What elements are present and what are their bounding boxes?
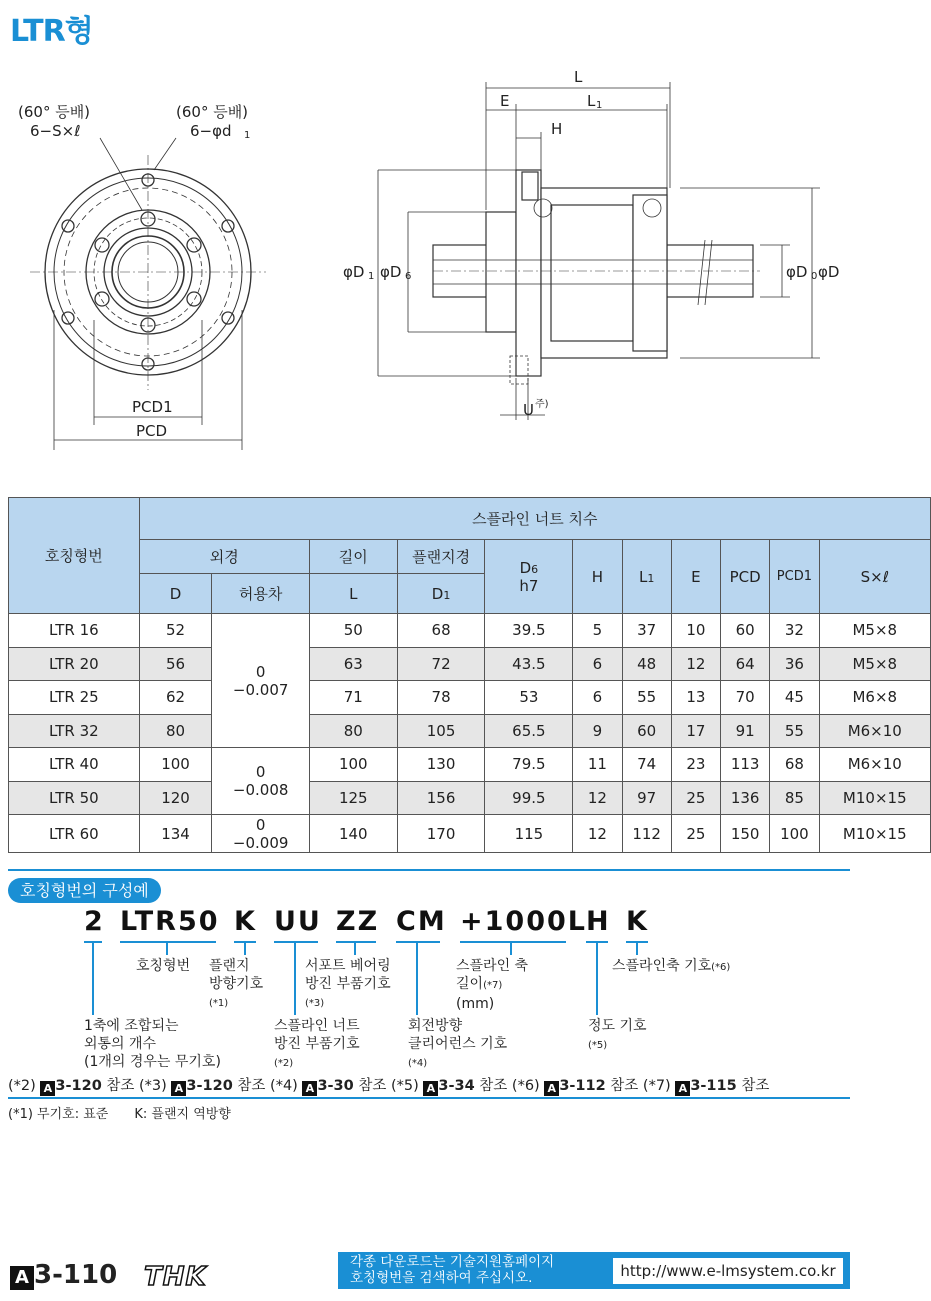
- header-L: L: [309, 574, 397, 614]
- tolerance-group-2: 0 −0.008: [212, 748, 309, 815]
- divider: [8, 869, 850, 871]
- code-support: ZZ: [336, 906, 380, 937]
- dim-D6: φD: [380, 263, 402, 281]
- note-d1-line1: (60° 등배): [176, 103, 249, 121]
- table-row: LTR 40 100 0 −0.008 100 130 79.5 11 74 23 113 68 M6×10: [9, 748, 931, 782]
- label-accuracy: 정도 기호 (*5): [588, 1018, 647, 1051]
- header-E: E: [671, 540, 720, 614]
- code-shaft-symbol: K: [626, 906, 649, 937]
- table-row: LTR 16 52 0 −0.007 50 68 39.5 5 37 10 60 32 M5×8: [9, 614, 931, 648]
- front-view: [30, 155, 266, 390]
- note-s-l-line1: (60° 등배): [18, 103, 91, 121]
- note-d1-line2: 6−φd: [190, 122, 232, 140]
- dim-U-note: 주): [535, 399, 549, 410]
- code-accuracy: H: [586, 906, 611, 937]
- website-link[interactable]: http://www.e-lmsystem.co.kr: [612, 1257, 844, 1285]
- header-PCD1: PCD1: [770, 540, 819, 614]
- code-count: 2: [84, 906, 105, 937]
- divider: [8, 1097, 850, 1099]
- table-row: LTR 60 134 0 −0.009 140 170 115 12 112 25 150 100 M10×15: [9, 815, 931, 853]
- note-d1-sub: 1: [244, 130, 251, 141]
- dim-D0: φD: [786, 263, 808, 281]
- header-H: H: [573, 540, 622, 614]
- code-clearance: CM: [396, 906, 447, 937]
- header-D: D: [139, 574, 212, 614]
- label-flange: 플랜지 방향기호 (*1): [209, 958, 264, 1009]
- dim-L1: L: [587, 92, 596, 110]
- side-view: [433, 170, 753, 376]
- dim-U: U: [523, 401, 534, 419]
- header-PCD: PCD: [721, 540, 770, 614]
- table-row: LTR 50 120 125 156 99.5 12 97 25 136 85 M10×15: [9, 781, 931, 815]
- label-shaft-symbol: 스플라인축 기호(*6): [612, 958, 731, 974]
- dim-D0-sub: 0: [811, 271, 818, 282]
- header-S-l: S×ℓ: [819, 540, 930, 614]
- dim-D1-sub: 1: [368, 271, 375, 282]
- label-rotation: 회전방향 클리어런스 기호 (*4): [408, 1018, 508, 1069]
- footnote: (*1) 무기호: 표준 K: 플랜지 역방향: [8, 1107, 231, 1122]
- reference-line: (*2) A 3-120 참조 (*3) A 3-120 참조 (*4) A 3-30 참조 (*5) A 3-34 참조 (*6) A 3-112 참조 (*7) A 3-115 참조: [8, 1078, 770, 1095]
- dim-L: L: [574, 68, 583, 86]
- dim-E: E: [500, 92, 510, 110]
- header-nut-dimensions: 스플라인 너트 치수: [139, 498, 930, 540]
- table-row: LTR 20 56 63 72 43.5 6 48 12 64 36 M5×8: [9, 647, 931, 681]
- label-count: 1축에 조합되는 외통의 개수 (1개의 경우는 무기호): [84, 1018, 221, 1070]
- download-banner: [338, 1252, 850, 1289]
- page-number: A 3-110: [10, 1260, 117, 1290]
- dim-D1: φD: [343, 263, 365, 281]
- header-tolerance: 허용차: [212, 574, 309, 614]
- tolerance-group-1: 0 −0.007: [212, 614, 309, 748]
- label-model: 호칭형번: [136, 958, 191, 974]
- note-s-l-line2: 6−S×ℓ: [30, 122, 81, 140]
- dim-D6-sub: 6: [405, 271, 412, 282]
- spec-table: [8, 497, 931, 853]
- page-title: LTR형: [10, 14, 93, 49]
- table-row: LTR 32 80 80 105 65.5 9 60 17 91 55 M6×10: [9, 714, 931, 748]
- code-flange: K: [234, 906, 257, 937]
- header-D6: D6 h7: [485, 540, 573, 614]
- thk-logo: THK: [144, 1262, 207, 1292]
- pcd-label: PCD: [136, 422, 168, 440]
- label-shaft-length: 스플라인 축 길이(*7) (mm): [456, 958, 529, 1012]
- table-row: LTR 25 62 71 78 53 6 55 13 70 45 M6×8: [9, 681, 931, 715]
- code-model: LTR50: [120, 906, 220, 937]
- header-length: 길이: [309, 540, 397, 574]
- code-length: +1000L: [460, 906, 587, 937]
- designation-heading: 호칭형번의 구성예: [8, 878, 161, 903]
- header-outer: 외경: [139, 540, 309, 574]
- label-nut-seal: 스플라인 너트 방진 부품기호 (*2): [274, 1018, 360, 1069]
- label-support: 서포트 베어링 방진 부품기호 (*3): [305, 958, 391, 1009]
- dim-L1-sub: 1: [596, 100, 603, 111]
- tolerance-group-3: 0 −0.009: [212, 815, 309, 853]
- pcd1-label: PCD1: [132, 398, 173, 416]
- header-flange: 플랜지경: [397, 540, 485, 574]
- header-model: 호칭형번: [9, 498, 140, 614]
- technical-drawing: [0, 60, 931, 450]
- header-D1: D1: [397, 574, 485, 614]
- dim-D: φD: [818, 263, 840, 281]
- code-seal: UU: [274, 906, 322, 937]
- banner-message: 각종 다운로드는 기술지원홈페이지 호칭형번을 검색하여 주십시오.: [350, 1254, 555, 1286]
- dim-H: H: [551, 120, 563, 138]
- header-L1: L1: [622, 540, 671, 614]
